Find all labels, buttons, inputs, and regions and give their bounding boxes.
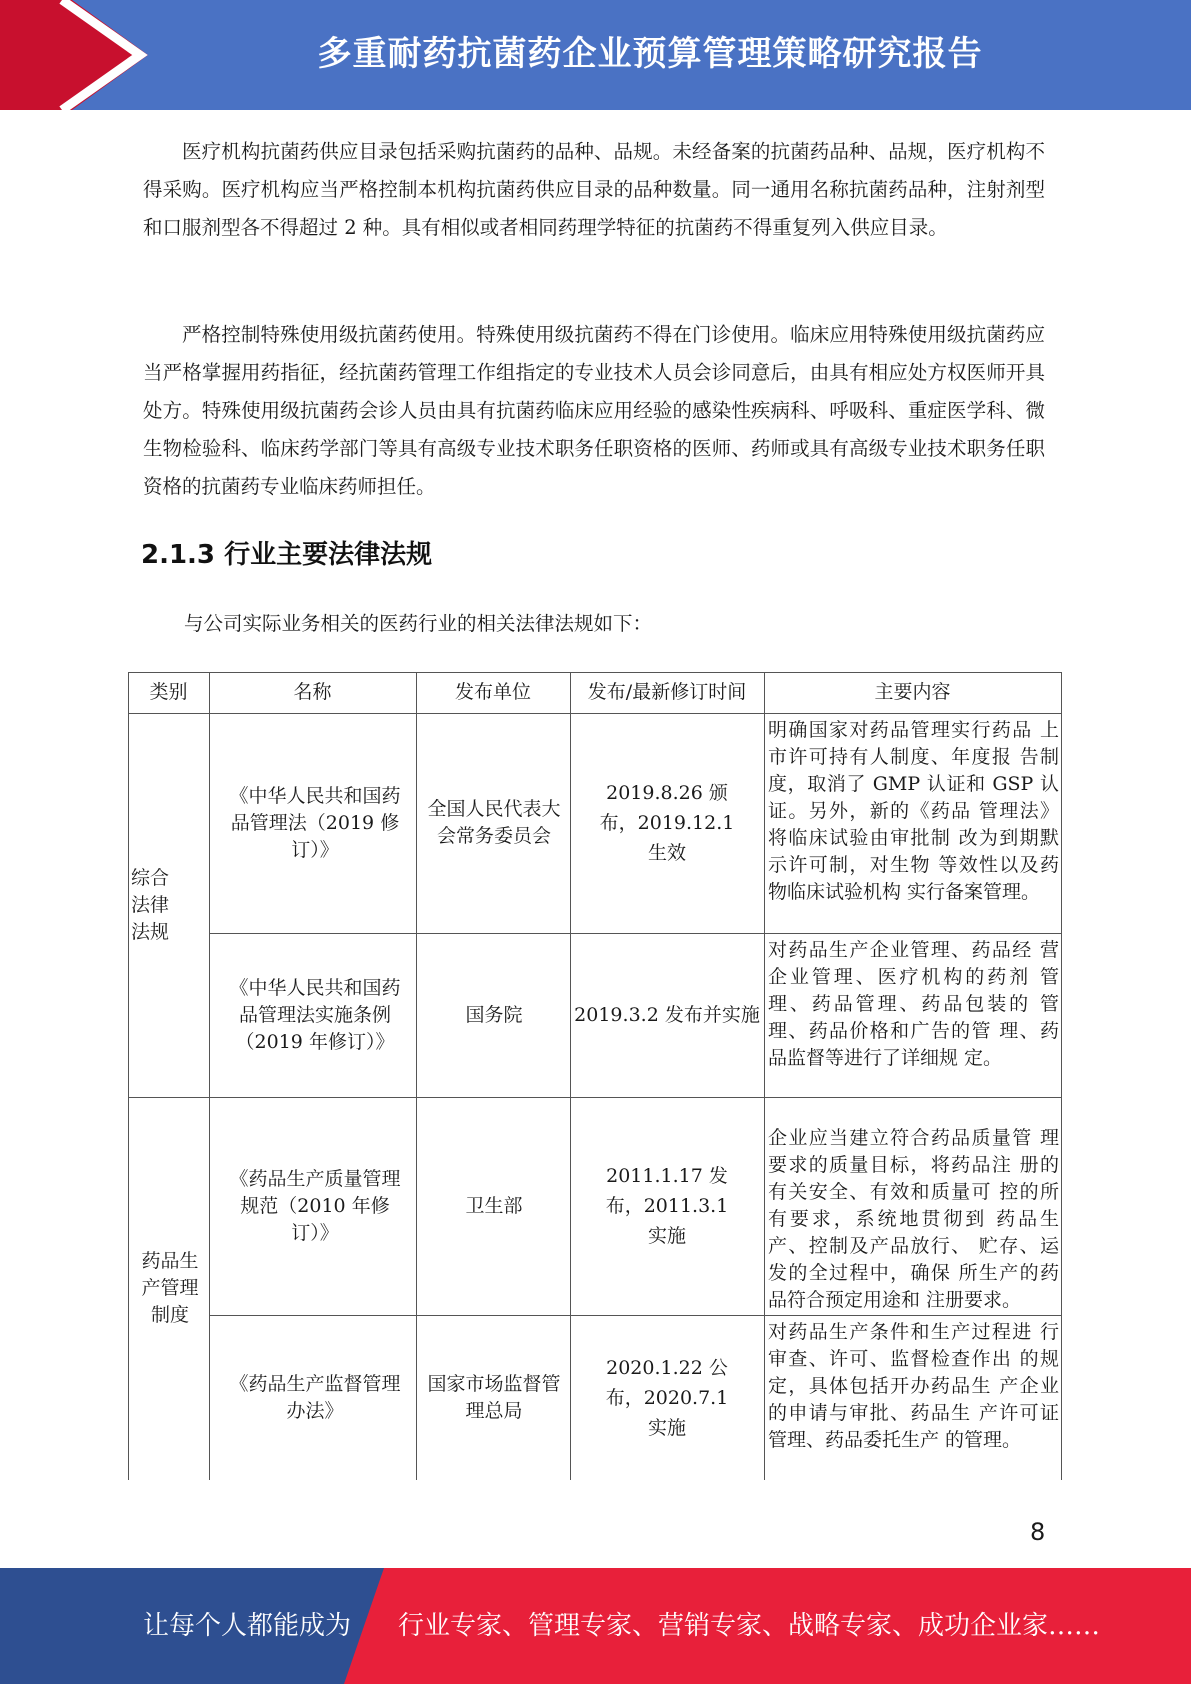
header-date: 发布/最新修订时间 (587, 681, 747, 703)
header-arrow-graphic (0, 0, 200, 110)
table-intro: 与公司实际业务相关的医药行业的相关法律法规如下： (184, 612, 653, 635)
category-general-laws: 综合法律法规 (131, 866, 170, 943)
footer-slogan-left: 让每个人都能成为 (143, 1611, 352, 1641)
header-name: 名称 (293, 681, 332, 703)
table-row-name: 《中华人民共和国药品管理法实施条例（2019 年修订）》 (229, 976, 401, 1053)
table-row-name: 《药品生产监督管理办法》 (229, 1372, 401, 1422)
page-header (0, 0, 1191, 110)
table-row-date: 2020.1.22 公布，2020.7.1 实施 (605, 1356, 729, 1439)
page-footer (0, 1568, 1191, 1684)
table-row-name: 《中华人民共和国药品管理法（2019 修订）》 (229, 784, 401, 861)
section-heading: 2.1.3 行业主要法律法规 (141, 540, 433, 570)
paragraph-special-use: 严格控制特殊使用级抗菌药使用。特殊使用级抗菌药不得在门诊使用。临床应用特殊使用级抗菌药应当严格掌握用药指征，经抗菌药管理工作组指定的专业技术人员会诊同意后，由具有相应处方权医师开具处方。特殊使用级抗菌药会诊人员由具有抗菌药临床应用经验的感染性疾病科、呼吸科、重症医学科、微生物检验科、临床药学部门等具有高级专业技术职务任职资格的医师、药师或具有高级专业技术职务任职资格的抗菌药专业临床药师担任。 (143, 323, 1045, 498)
paragraph-supply-catalog: 医疗机构抗菌药供应目录包括采购抗菌药的品种、品规。未经备案的抗菌药品种、品规，医疗机构不得采购。医疗机构应当严格控制本机构抗菌药供应目录的品种数量。同一通用名称抗菌药品种，注射剂型和口服剂型各不得超过 2 种。具有相似或者相同药理学特征的抗菌药不得重复列入供应目录。 (143, 140, 1045, 239)
report-title: 多重耐药抗菌药企业预算管理策略研究报告 (317, 34, 983, 74)
header-issuer: 发布单位 (454, 681, 531, 703)
table-row-issuer: 全国人民代表大会常务委员会 (427, 798, 561, 847)
regulations-table (128, 672, 1062, 1480)
table-row-issuer: 卫生部 (465, 1194, 523, 1217)
table-row-date: 2019.8.26 颁布，2019.12.1 生效 (599, 782, 735, 864)
table-row-issuer: 国家市场监督管理总局 (427, 1372, 561, 1422)
table-row-date: 2019.3.2 发布并实施 (574, 1003, 760, 1026)
category-production-management: 药品生产管理制度 (141, 1250, 199, 1326)
header-category: 类别 (149, 681, 188, 703)
table-row-issuer: 国务院 (465, 1003, 523, 1026)
footer-slogan-right: 行业专家、管理专家、营销专家、战略专家、成功企业家…… (398, 1611, 1101, 1641)
table-row-content: 对药品生产企业管理、药品经 营企业管理、医疗机构的药剂 管理、药品管理、药品包装的 管理、药品价格和广告的管 理、药品监督等进行了详细规 定。 (768, 939, 1059, 1069)
page-number: 8 (1030, 1518, 1046, 1546)
table-row-content: 对药品生产条件和生产过程进 行审查、许可、监督检查作出 的规定，具体包括开办药品生 产企业的申请与审批、药品生 产许可证管理、药品委托生产 的管理。 (768, 1321, 1059, 1451)
table-row-name: 《药品生产质量管理规范（2010 年修订）》 (229, 1167, 401, 1244)
table-row-content: 企业应当建立符合药品质量管 理要求的质量目标，将药品注 册的有关安全、有效和质量可 控的所有要求，系统地贯彻到 药品生产、控制及产品放行、 贮存、运发的全过程中，确保 所生产的药品符合预定用途和 注册要求。 (768, 1127, 1059, 1311)
table-row-content: 明确国家对药品管理实行药品 上市许可持有人制度、年度报 告制度，取消了 GMP 认证和 GSP 认证。另外，新的《药品 管理法》将临床试验由审批制 改为到期默示许可制，对生物 等效性以及药物临床试验机构 实行备案管理。 (768, 719, 1059, 903)
header-content: 主要内容 (874, 681, 951, 703)
table-row-date: 2011.1.17 发布，2011.3.1 实施 (605, 1165, 729, 1247)
